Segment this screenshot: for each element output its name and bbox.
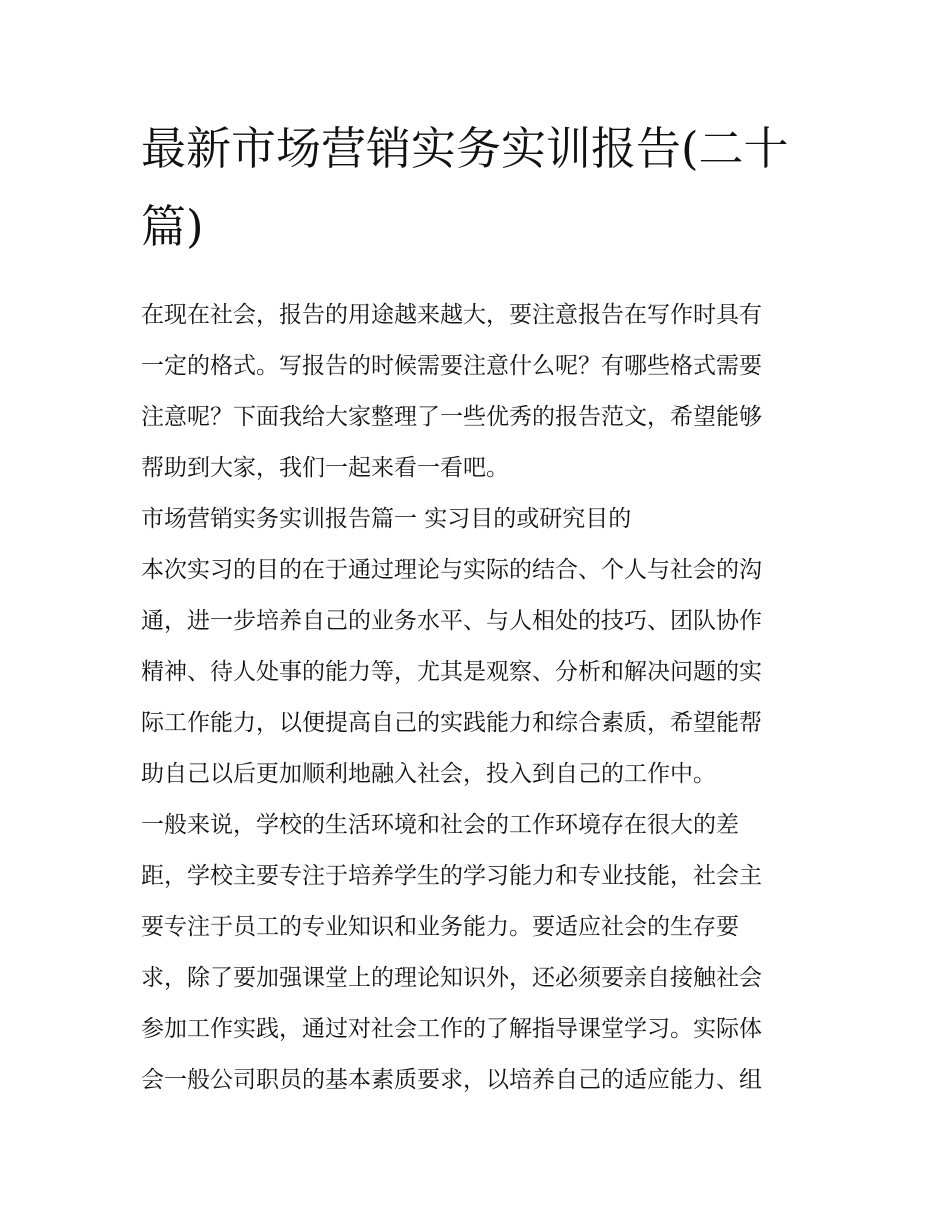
paragraph-line: 本次实习的目的在于通过理论与实际的结合、个人与社会的沟 — [141, 557, 762, 583]
paragraph-line: 一般来说，学校的生活环境和社会的工作环境存在很大的差 — [141, 812, 739, 838]
intro-paragraph — [141, 290, 811, 494]
intro-line: 在现在社会，报告的用途越来越大，要注意报告在写作时具有 — [141, 302, 762, 328]
document-title: 最新市场营销实务实训报告(二十篇) — [141, 122, 789, 253]
paragraph-line: 参加工作实践，通过对社会工作的了解指导课堂学习。实际体 — [141, 1016, 762, 1042]
paragraph-line: 距，学校主要专注于培养学生的学习能力和专业技能，社会主 — [141, 863, 762, 889]
paragraph-line: 精神、待人处事的能力等，尤其是观察、分析和解决问题的实 — [141, 659, 762, 685]
document-content — [141, 110, 811, 1106]
paragraph-line: 会一般公司职员的基本素质要求，以培养自己的适应能力、组 — [141, 1067, 762, 1093]
paragraph-line: 通，进一步培养自己的业务水平、与人相处的技巧、团队协作 — [141, 608, 762, 634]
intro-line: 一定的格式。写报告的时候需要注意什么呢？有哪些格式需要 — [141, 353, 762, 379]
intro-line: 帮助到大家，我们一起来看一看吧。 — [141, 455, 509, 481]
paragraph-line: 要专注于员工的专业知识和业务能力。要适应社会的生存要 — [141, 914, 739, 940]
paragraph-purpose — [141, 545, 811, 800]
paragraph-line: 际工作能力，以便提高自己的实践能力和综合素质，希望能帮 — [141, 710, 762, 736]
paragraph-environment — [141, 800, 811, 1106]
intro-line: 注意呢？下面我给大家整理了一些优秀的报告范文，希望能够 — [141, 404, 762, 430]
paragraph-line: 助自己以后更加顺利地融入社会，投入到自己的工作中。 — [141, 761, 716, 787]
section-heading: 市场营销实务实训报告篇一 实习目的或研究目的 — [141, 506, 632, 532]
paragraph-line: 求，除了要加强课堂上的理论知识外，还必须要亲自接触社会 — [141, 965, 762, 991]
